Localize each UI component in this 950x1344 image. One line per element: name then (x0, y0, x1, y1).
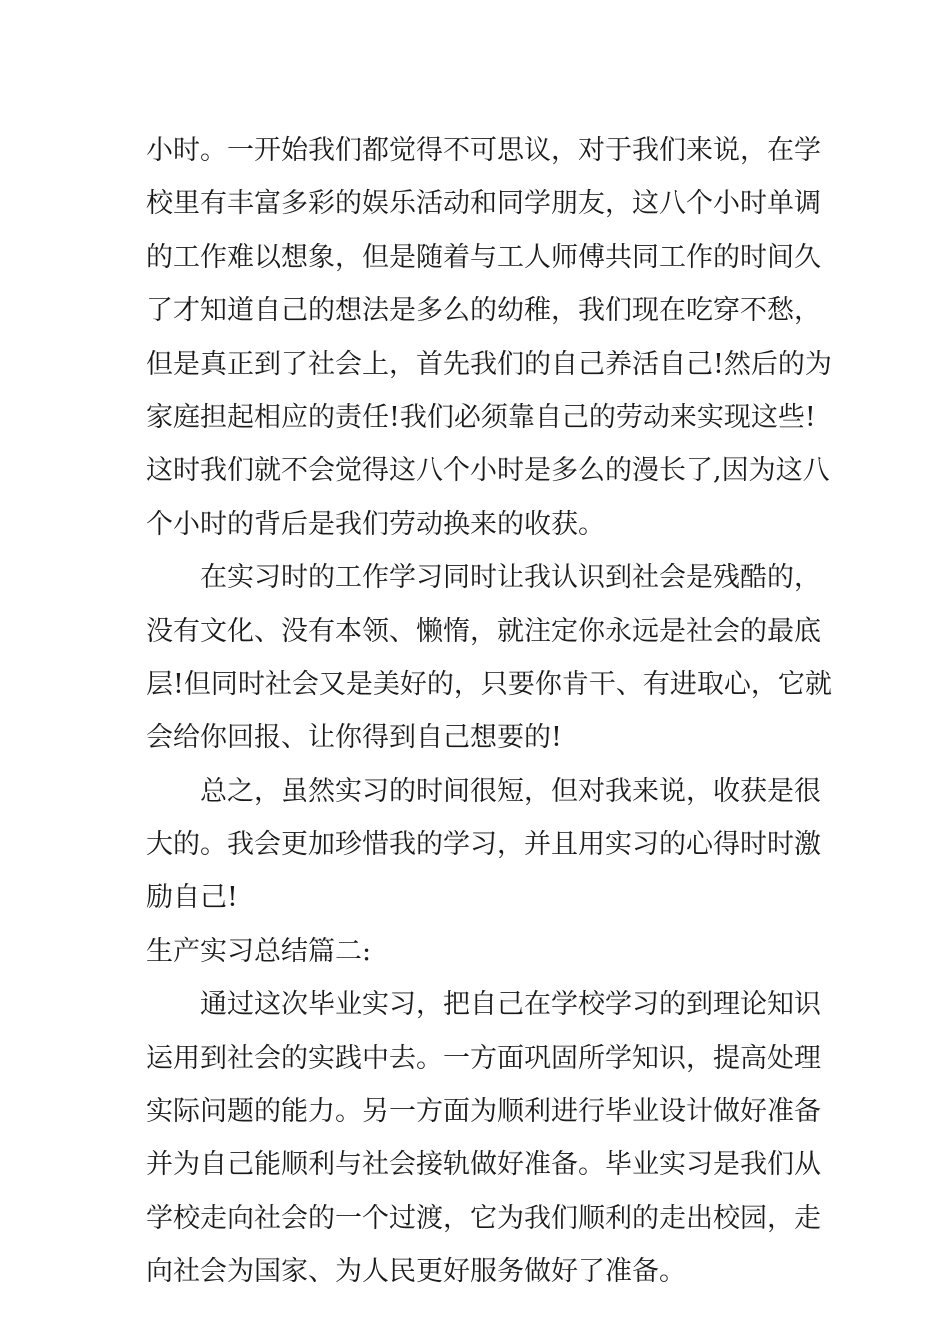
document-body (146, 124, 832, 1299)
text-line: 运用到社会的实践中去。一方面巩固所学知识，提高处理 (146, 1042, 821, 1074)
text-line: 会给你回报、让你得到自己想要的! (146, 722, 562, 754)
paragraph-first-line: 在实习时的工作学习同时让我认识到社会是残酷的， (200, 562, 821, 594)
text-line: 学校走向社会的一个过渡，它为我们顺利的走出校园，走 (146, 1202, 821, 1234)
text-line: 没有文化、没有本领、懒惰，就注定你永远是社会的最底 (146, 615, 821, 647)
text-line: 并为自己能顺利与社会接轨做好准备。毕业实习是我们从 (146, 1149, 821, 1181)
paragraph-first-line: 总之，虽然实习的时间很短，但对我来说，收获是很 (200, 775, 821, 807)
text-line: 向社会为国家、为人民更好服务做好了准备。 (146, 1256, 686, 1288)
text-line: 了才知道自己的想法是多么的幼稚，我们现在吃穿不愁， (146, 295, 821, 327)
text-line: 的工作难以想象，但是随着与工人师傅共同工作的时间久 (146, 241, 821, 273)
section-heading: 生产实习总结篇二: (146, 935, 372, 967)
text-line: 家庭担起相应的责任!我们必须靠自己的劳动来实现这些! (146, 401, 816, 433)
text-line: 小时。一开始我们都觉得不可思议，对于我们来说，在学 (146, 135, 821, 166)
text-line: 励自己! (146, 882, 238, 914)
text-line: 个小时的背后是我们劳动换来的收获。 (146, 508, 605, 540)
paragraph-first-line: 通过这次毕业实习，把自己在学校学习的到理论知识 (200, 989, 821, 1021)
text-line: 层!但同时社会又是美好的，只要你肯干、有进取心，它就 (146, 668, 832, 700)
text-line: 校里有丰富多彩的娱乐活动和同学朋友，这八个小时单调 (146, 188, 821, 220)
text-line: 大的。我会更加珍惜我的学习，并且用实习的心得时时激 (146, 829, 821, 861)
text-line: 实际问题的能力。另一方面为顺利进行毕业设计做好准备 (146, 1096, 821, 1128)
text-line: 但是真正到了社会上，首先我们的自己养活自己!然后的为 (146, 348, 832, 380)
text-line: 这时我们就不会觉得这八个小时是多么的漫长了,因为这八 (146, 455, 830, 487)
